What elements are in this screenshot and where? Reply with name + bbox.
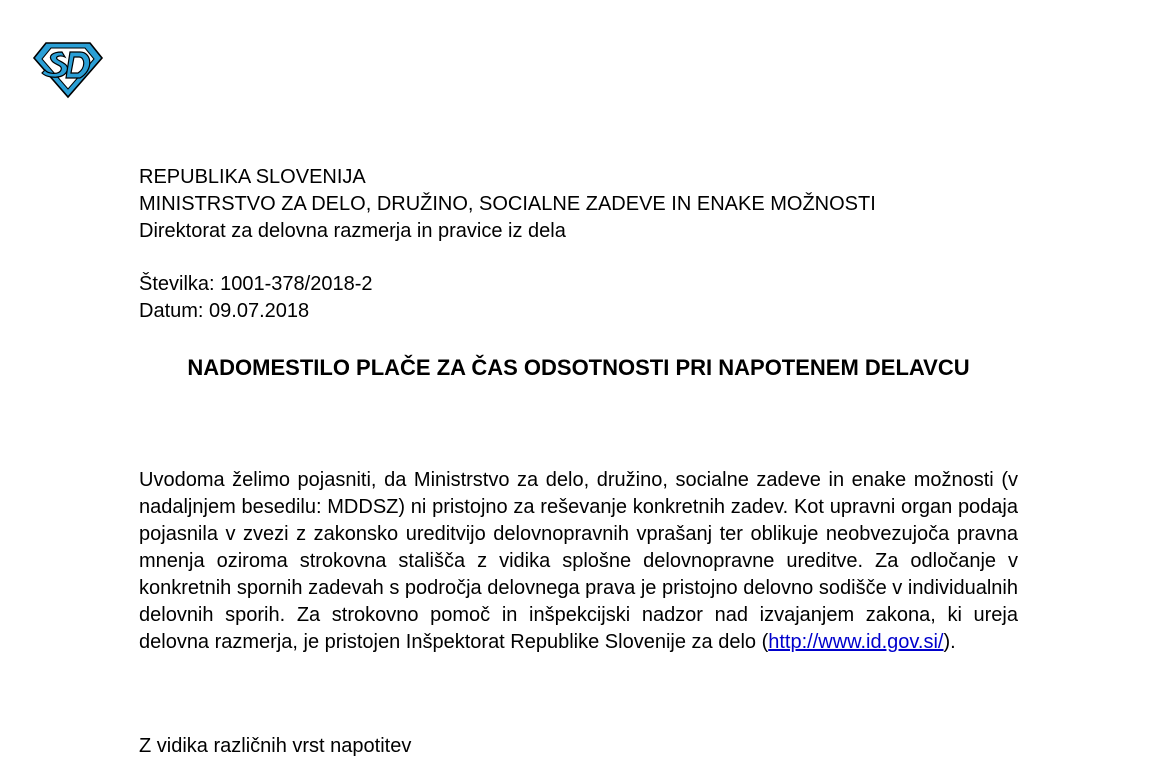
body-paragraph-2: Z vidika različnih vrst napotitev — [139, 735, 412, 757]
document-date: Datum: 09.07.2018 — [139, 300, 310, 322]
paragraph-text: Uvodoma želimo pojasniti, da Ministrstvo za delo, družino, socialne zadeve in enake možnosti (v nadaljnjem besedilu: MDDSZ) ni pristojno za reševanje konkretnih zadev. Kot upravni organ podaja pojasnila v zvezi z zakonsko ureditvijo delovnopravnih vprašanj ter oblikuje neobvezujoča pravna mnenja oziroma strokovna stališča z vidika splošne delovnopravne ureditve. Za odločanje v konkretnih spornih zadevah s področja delovnega prava je pristojno delovno sodišče v individualnih delovnih sporih. Za strokovno pomoč in inšpekcijski nadzor nad izvajanjem zakona, ki ureja delovna razmerja, je pristojen Inšpektorat Republike Slovenije za delo ( — [139, 469, 1018, 653]
ministry-logo — [32, 40, 104, 100]
directorate-name: Direktorat za delovna razmerja in pravice iz dela — [139, 220, 566, 242]
document-references — [139, 271, 373, 325]
sd-diamond-logo-icon — [32, 40, 104, 100]
body-paragraph — [139, 467, 1018, 656]
inspectorate-link[interactable]: http://www.id.gov.si/ — [768, 631, 944, 653]
document-title: NADOMESTILO PLAČE ZA ČAS ODSOTNOSTI PRI NAPOTENEM DELAVCU — [187, 355, 970, 380]
letterhead — [139, 164, 876, 245]
republic-name: REPUBLIKA SLOVENIJA — [139, 166, 366, 188]
ministry-name: MINISTRSTVO ZA DELO, DRUŽINO, SOCIALNE ZADEVE IN ENAKE MOŽNOSTI — [139, 193, 876, 215]
paragraph-text-end: ). — [943, 631, 956, 653]
document-number: Številka: 1001-378/2018-2 — [139, 273, 373, 295]
